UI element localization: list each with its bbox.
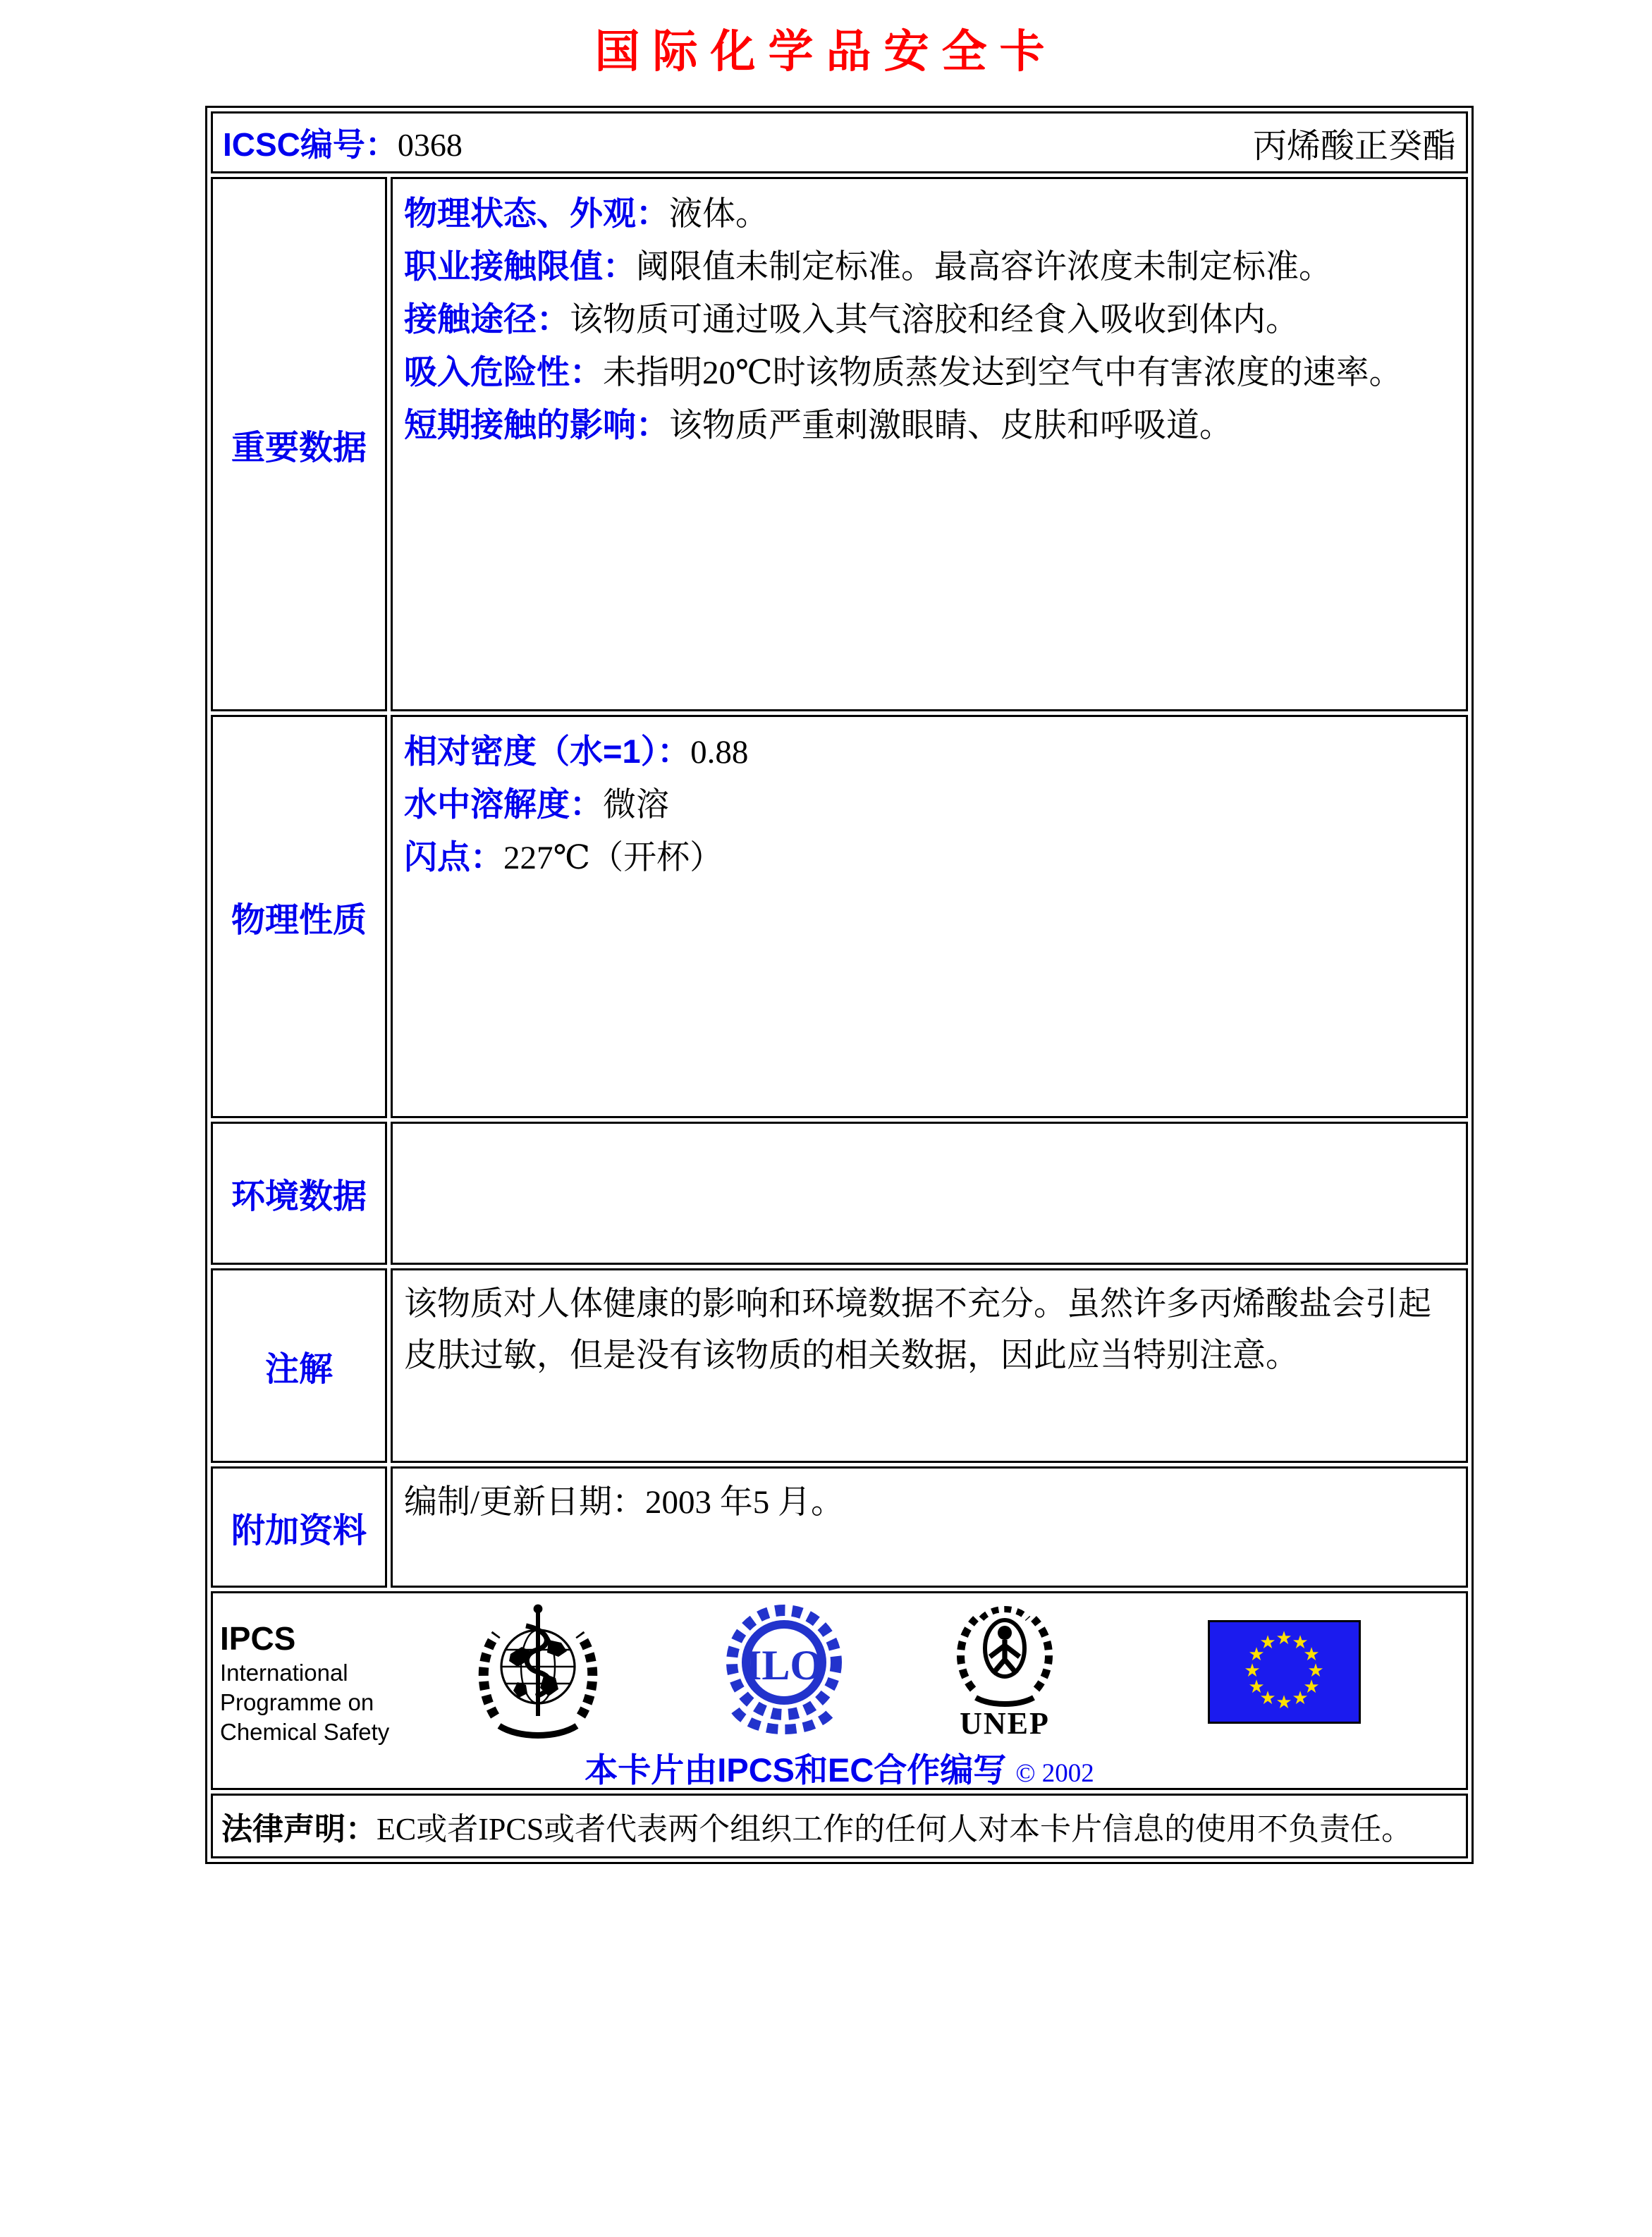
svg-text:★: ★ — [1244, 1660, 1261, 1681]
ipcs-line: Programme on — [220, 1689, 374, 1715]
svg-text:★: ★ — [1303, 1677, 1320, 1697]
physical-properties-row — [211, 715, 1468, 1118]
eu-flag-icon — [1208, 1620, 1361, 1727]
substance-name: 丙烯酸正癸酯 — [1252, 127, 1456, 165]
section-label-notes: 注解 — [211, 1268, 387, 1463]
svg-text:★: ★ — [1303, 1644, 1320, 1665]
svg-text:★: ★ — [1292, 1688, 1309, 1708]
field-label: 职业接触限值： — [404, 247, 636, 285]
field-value: 未指明20℃时该物质蒸发达到空气中有害浓度的速率。 — [603, 355, 1402, 391]
unep-label: UNEP — [960, 1706, 1050, 1741]
ilo-logo-icon — [717, 1600, 851, 1745]
icsc-number-value: 0368 — [397, 127, 463, 163]
legal-cell — [211, 1794, 1468, 1858]
field-label: 吸入危险性： — [404, 353, 603, 391]
field-value: 液体。 — [669, 196, 769, 233]
environmental-data-row — [211, 1122, 1468, 1265]
ipcs-acronym: IPCS — [220, 1620, 296, 1657]
additional-info-content: 编制/更新日期：2003 年5 月。 — [391, 1466, 1468, 1588]
legal-text: EC或者IPCS或者代表两个组织工作的任何人对本卡片信息的使用不负责任。 — [377, 1812, 1413, 1846]
section-label-environmental-data: 环境数据 — [211, 1122, 387, 1265]
important-data-content — [391, 177, 1468, 711]
content-line — [404, 778, 1455, 831]
legal-row — [211, 1794, 1468, 1858]
ilo-letters: ILO — [745, 1642, 824, 1689]
field-value: 227℃（开杯） — [503, 840, 723, 876]
notes-row — [211, 1268, 1468, 1463]
field-value: 该物质严重刺激眼睛、皮肤和呼吸道。 — [669, 407, 1232, 444]
field-value: 微溶 — [603, 787, 669, 823]
notes-content: 该物质对人体健康的影响和环境数据不充分。虽然许多丙烯酸盐会引起皮肤过敏，但是没有该物质的相关数据，因此应当特别注意。 — [391, 1268, 1468, 1463]
logos-cell — [211, 1591, 1468, 1790]
section-label-additional-info: 附加资料 — [211, 1466, 387, 1588]
ipcs-line: International — [220, 1660, 348, 1686]
field-label: 闪点： — [404, 838, 503, 876]
logos-row — [211, 1591, 1468, 1790]
content-line — [404, 293, 1455, 346]
svg-text:★: ★ — [1275, 1692, 1292, 1712]
svg-text:★: ★ — [1307, 1660, 1324, 1681]
field-label: 水中溶解度： — [404, 785, 603, 823]
unep-logo-icon — [945, 1602, 1065, 1741]
ipcs-line: Chemical Safety — [220, 1719, 390, 1745]
page-title: 国际化学品安全卡 — [594, 27, 1058, 77]
ipcs-text-block — [220, 1619, 389, 1747]
section-label-physical-properties: 物理性质 — [211, 715, 387, 1118]
field-label: 物理状态、外观： — [404, 195, 669, 232]
content-line — [404, 346, 1455, 399]
svg-text:★: ★ — [1259, 1688, 1276, 1708]
field-label: 短期接触的影响： — [404, 406, 669, 443]
content-line — [404, 831, 1455, 884]
who-logo-icon — [471, 1600, 605, 1745]
physical-properties-content — [391, 715, 1468, 1118]
footer-caption — [213, 1744, 1466, 1791]
legal-label: 法律声明： — [221, 1812, 377, 1846]
svg-text:★: ★ — [1259, 1632, 1276, 1653]
field-value: 该物质可通过吸入其气溶胶和经食入吸收到体内。 — [570, 302, 1299, 338]
logo-strip — [213, 1599, 1466, 1745]
svg-text:★: ★ — [1292, 1632, 1309, 1653]
additional-info-row — [211, 1466, 1468, 1588]
icsc-number-label: ICSC编号： — [223, 126, 398, 163]
environmental-data-content — [391, 1122, 1468, 1265]
content-line — [404, 399, 1455, 452]
svg-text:★: ★ — [1248, 1677, 1265, 1697]
icsc-table — [205, 106, 1474, 1864]
field-label: 接触途径： — [404, 300, 570, 338]
field-value: 阈限值未制定标准。最高容许浓度未制定标准。 — [636, 249, 1332, 286]
icsc-number-group — [223, 119, 463, 166]
svg-text:★: ★ — [1275, 1628, 1292, 1648]
content-line — [404, 188, 1455, 240]
field-label: 相对密度（水=1）： — [404, 733, 691, 770]
content-line — [404, 725, 1455, 778]
header-cell — [211, 111, 1468, 173]
caption-text: 本卡片由IPCS和EC合作编写 — [585, 1751, 1007, 1789]
important-data-row — [211, 177, 1468, 711]
header-row — [211, 111, 1468, 173]
field-value: 0.88 — [690, 734, 749, 771]
content-line — [404, 240, 1455, 293]
caption-copyright: © 2002 — [1015, 1759, 1094, 1788]
svg-text:★: ★ — [1248, 1644, 1265, 1665]
section-label-important-data: 重要数据 — [211, 177, 387, 711]
